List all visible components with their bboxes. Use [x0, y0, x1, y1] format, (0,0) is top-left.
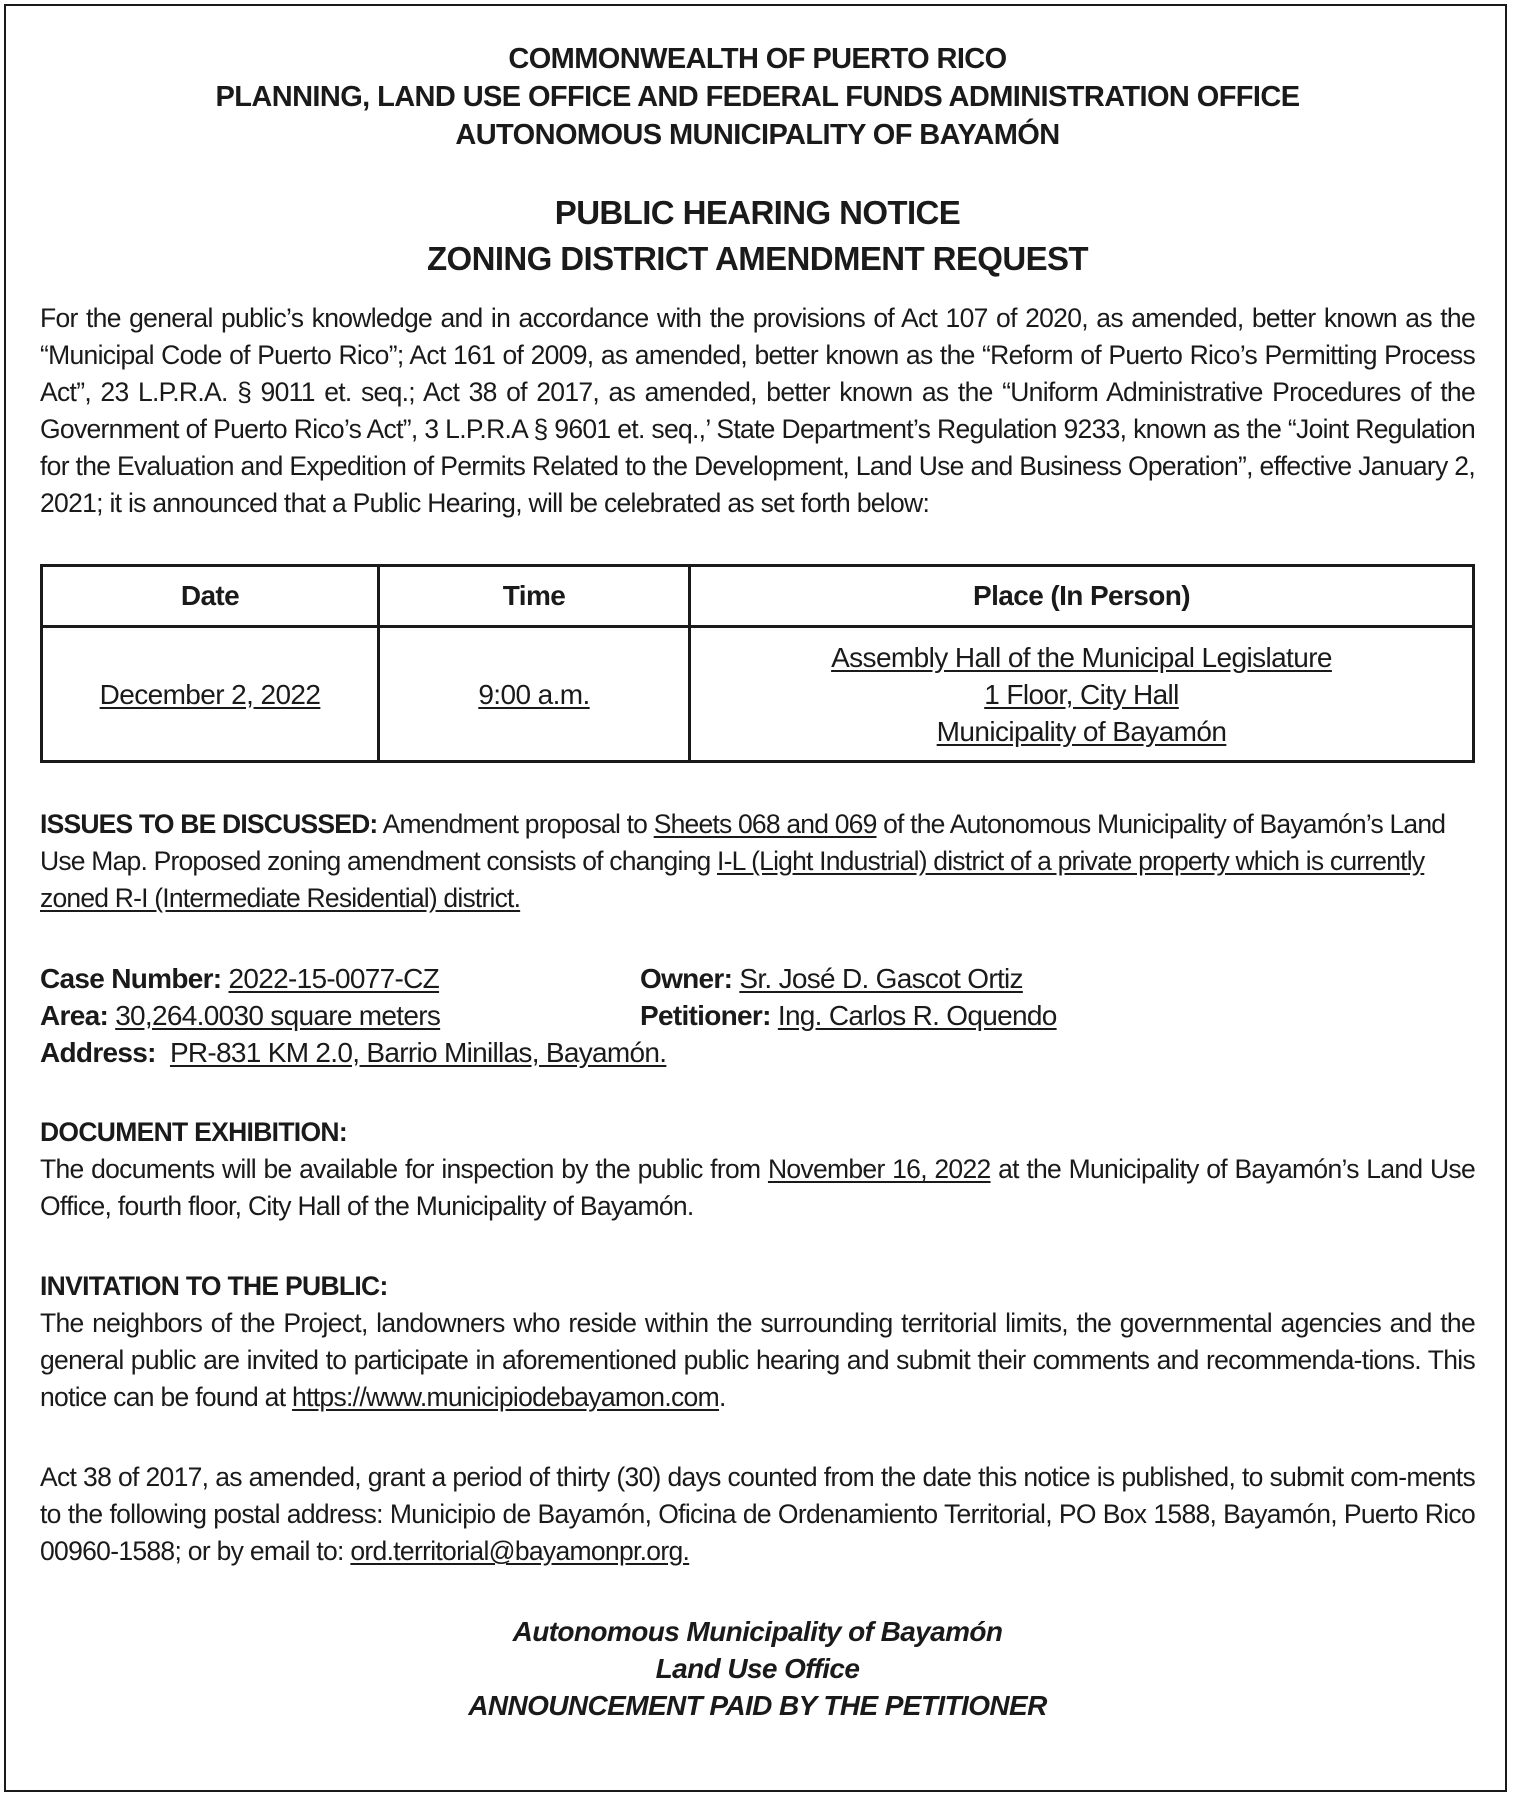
issues-label: ISSUES TO BE DISCUSSED: [40, 809, 378, 839]
issues-sheets: Sheets 068 and 069 [653, 809, 877, 839]
case-owner [640, 960, 1475, 997]
header-time: Time [379, 566, 690, 627]
case-address [40, 1034, 667, 1071]
issues-change: I-L (Light Industrial) district of a private property which is currently zoned R-I (Intermediate Residential) district. [40, 846, 1425, 913]
owner-label: Owner: [640, 963, 733, 994]
hearing-time: 9:00 a.m. [478, 678, 590, 710]
intro-paragraph: For the general public’s knowledge and in accordance with the provisions of Act 107 of 2020, as amended, better known as the “Municipal Code of Puerto Rico”; Act 161 of 2009, as amended, better known as the “Reform of Puerto Rico’s Permitting Process Act”, 23 L.P.R.A. § 9011 et. seq.; Act 38 of 2017, as amended, better known as the “Uniform Administrative Procedures of the Government of Puerto Rico’s Act”, 3 L.P.R.A § 9601 et. seq.,’ State Department’s Regulation 9233, known as the “Joint Regulation for the Evaluation and Expedition of Permits Related to the Development, Land Use and Business Operation”, effective January 2, 2021; it is announced that a Public Hearing, will be celebrated as set forth below: [40, 303, 1475, 518]
invitation-text-2: . [718, 1382, 726, 1412]
case-area [40, 997, 640, 1034]
exhibition-paragraph [40, 1151, 1475, 1225]
issues-paragraph [40, 806, 1475, 917]
exhibition-text-2: at the Municipality of Bayamón’s Land Use Office, fourth floor, City Hall of the Municipality of Bayamón. [40, 1154, 1476, 1221]
hearing-time-cell [379, 627, 690, 762]
header-line-3: AUTONOMOUS MUNICIPALITY OF BAYAMÓN [455, 119, 1060, 151]
case-petitioner [640, 997, 1475, 1034]
invitation-heading: INVITATION TO THE PUBLIC: [40, 1271, 388, 1301]
area-label: Area: [40, 1000, 109, 1031]
hearing-place-cell [690, 627, 1474, 762]
exhibition-section [40, 1114, 1475, 1225]
place-line-3: Municipality of Bayamón [936, 715, 1227, 747]
signature-line-3: ANNOUNCEMENT PAID BY THE PETITIONER [468, 1690, 1047, 1721]
title-line-2: ZONING DISTRICT AMENDMENT REQUEST [427, 240, 1088, 277]
hearing-table-header-row [42, 566, 1474, 627]
signature-block [40, 1613, 1475, 1724]
comments-paragraph [40, 1459, 1475, 1570]
invitation-text-1: The neighbors of the Project, landowners who reside within the surrounding territorial limits, the governmental agencies and the general public are invited to participate in aforementioned public hearing and submit their comments and recommenda-tions. This notice can be found at [40, 1308, 1475, 1412]
hearing-table [40, 564, 1475, 763]
address-value: PR-831 KM 2.0, Barrio Minillas, Bayamón. [169, 1037, 667, 1068]
notice-content [40, 40, 1475, 1724]
notice-header [40, 40, 1475, 154]
title-line-1: PUBLIC HEARING NOTICE [554, 194, 961, 231]
issues-text-1: Amendment proposal to [377, 809, 654, 839]
owner-value: Sr. José D. Gascot Ortiz [739, 963, 1023, 994]
exhibition-date: November 16, 2022 [767, 1154, 991, 1184]
comments-email-link[interactable]: ord.territorial@bayamonpr.org. [350, 1536, 690, 1566]
header-line-2: PLANNING, LAND USE OFFICE AND FEDERAL FUNDS ADMINISTRATION OFFICE [215, 81, 1300, 113]
hearing-date: December 2, 2022 [99, 678, 321, 710]
exhibition-text-1: The documents will be available for inspection by the public from [40, 1154, 768, 1184]
signature-line-2: Land Use Office [655, 1653, 860, 1684]
notice-title [40, 190, 1475, 282]
signature-line-1: Autonomous Municipality of Bayamón [512, 1616, 1003, 1647]
area-value: 30,264.0030 square meters [115, 1000, 441, 1031]
petitioner-value: Ing. Carlos R. Oquendo [777, 1000, 1057, 1031]
case-number [40, 960, 640, 997]
hearing-date-cell [42, 627, 379, 762]
place-line-2: 1 Floor, City Hall [984, 678, 1179, 710]
issues-text-2: of the Autonomous Municipality of Bayamón’s Land Use Map. Proposed zoning amendment consists of changing [40, 809, 1446, 876]
case-number-value: 2022-15-0077-CZ [228, 963, 440, 994]
invitation-paragraph [40, 1305, 1475, 1416]
header-line-1: COMMONWEALTH OF PUERTO RICO [508, 43, 1007, 75]
comments-text: Act 38 of 2017, as amended, grant a period of thirty (30) days counted from the date this notice is published, to submit com-ments to the following postal address: Municipio de Bayamón, Oficina de Ordenamiento Territorial, PO Box 1588, Bayamón, Puerto Rico 00960-1588; or by email to: [40, 1462, 1475, 1566]
invitation-section [40, 1268, 1475, 1416]
place-line-1: Assembly Hall of the Municipal Legislature [831, 641, 1332, 673]
petitioner-label: Petitioner: [640, 1000, 771, 1031]
address-label: Address: [40, 1037, 156, 1068]
case-number-label: Case Number: [40, 963, 222, 994]
exhibition-heading: DOCUMENT EXHIBITION: [40, 1117, 347, 1147]
case-details [40, 960, 1475, 1071]
hearing-table-row [42, 627, 1474, 762]
header-date: Date [42, 566, 379, 627]
municipality-website-link[interactable]: https://www.municipiodebayamon.com [292, 1382, 719, 1412]
header-place: Place (In Person) [690, 566, 1474, 627]
